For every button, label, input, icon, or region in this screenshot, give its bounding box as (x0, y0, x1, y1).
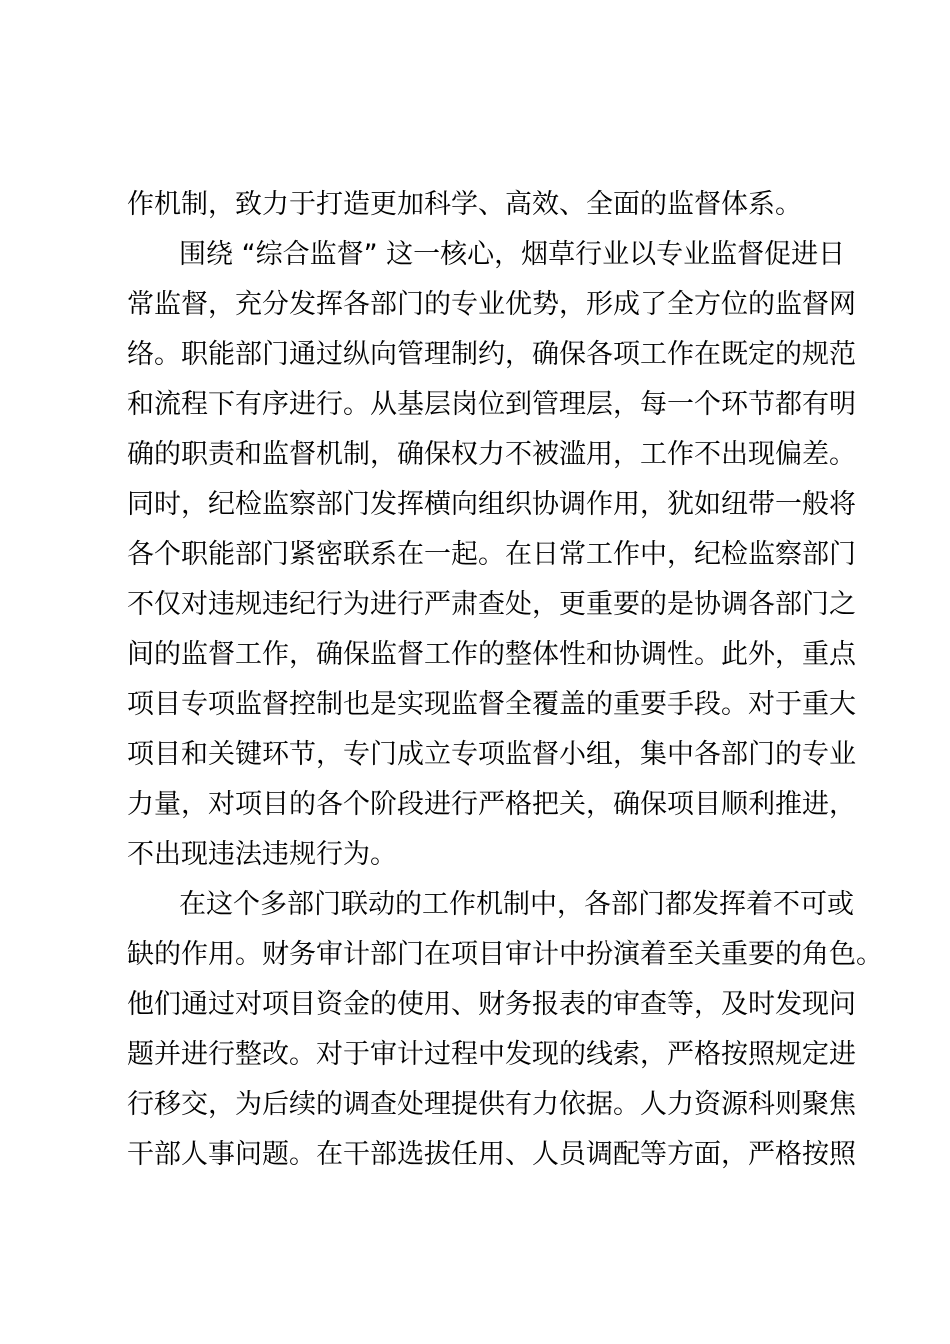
text-line: 他们通过对项目资金的使用、财务报表的审查等，及时发现问 (127, 989, 856, 1020)
text-line: 项目和关键环节，专门成立专项监督小组，集中各部门的专业 (127, 739, 856, 770)
text-line: 干部人事问题。在干部选拔任用、人员调配等方面，严格按照 (127, 1139, 856, 1170)
text-line: 常监督，充分发挥各部门的专业优势，形成了全方位的监督网 (127, 289, 856, 320)
text-line: 间的监督工作，确保监督工作的整体性和协调性。此外，重点 (127, 639, 856, 670)
text-line: 作机制，致力于打造更加科学、高效、全面的监督体系。 (127, 189, 802, 220)
text-line: 项目专项监督控制也是实现监督全覆盖的重要手段。对于重大 (127, 689, 856, 720)
text-line: 不仅对违规违纪行为进行严肃查处，更重要的是协调各部门之 (127, 589, 856, 620)
text-line: 行移交，为后续的调查处理提供有力依据。人力资源科则聚焦 (127, 1089, 856, 1120)
paragraph-first-line: 围绕 “综合监督” 这一核心，烟草行业以专业监督促进日 (179, 239, 846, 270)
text-line: 缺的作用。财务审计部门在项目审计中扮演着至关重要的角色。 (127, 939, 883, 970)
text-line: 题并进行整改。对于审计过程中发现的线索，严格按照规定进 (127, 1039, 856, 1070)
text-line: 络。职能部门通过纵向管理制约，确保各项工作在既定的规范 (127, 339, 856, 370)
text-line: 和流程下有序进行。从基层岗位到管理层，每一个环节都有明 (127, 389, 856, 420)
body-text (127, 180, 883, 1180)
paragraph-first-line: 在这个多部门联动的工作机制中，各部门都发挥着不可或 (179, 889, 854, 920)
text-line: 力量，对项目的各个阶段进行严格把关，确保项目顺利推进， (127, 789, 856, 820)
text-line: 各个职能部门紧密联系在一起。在日常工作中，纪检监察部门 (127, 539, 856, 570)
text-line: 确的职责和监督机制，确保权力不被滥用，工作不出现偏差。 (127, 439, 856, 470)
text-line: 不出现违法违规行为。 (127, 839, 397, 870)
text-line: 同时，纪检监察部门发挥横向组织协调作用，犹如纽带一般将 (127, 489, 856, 520)
